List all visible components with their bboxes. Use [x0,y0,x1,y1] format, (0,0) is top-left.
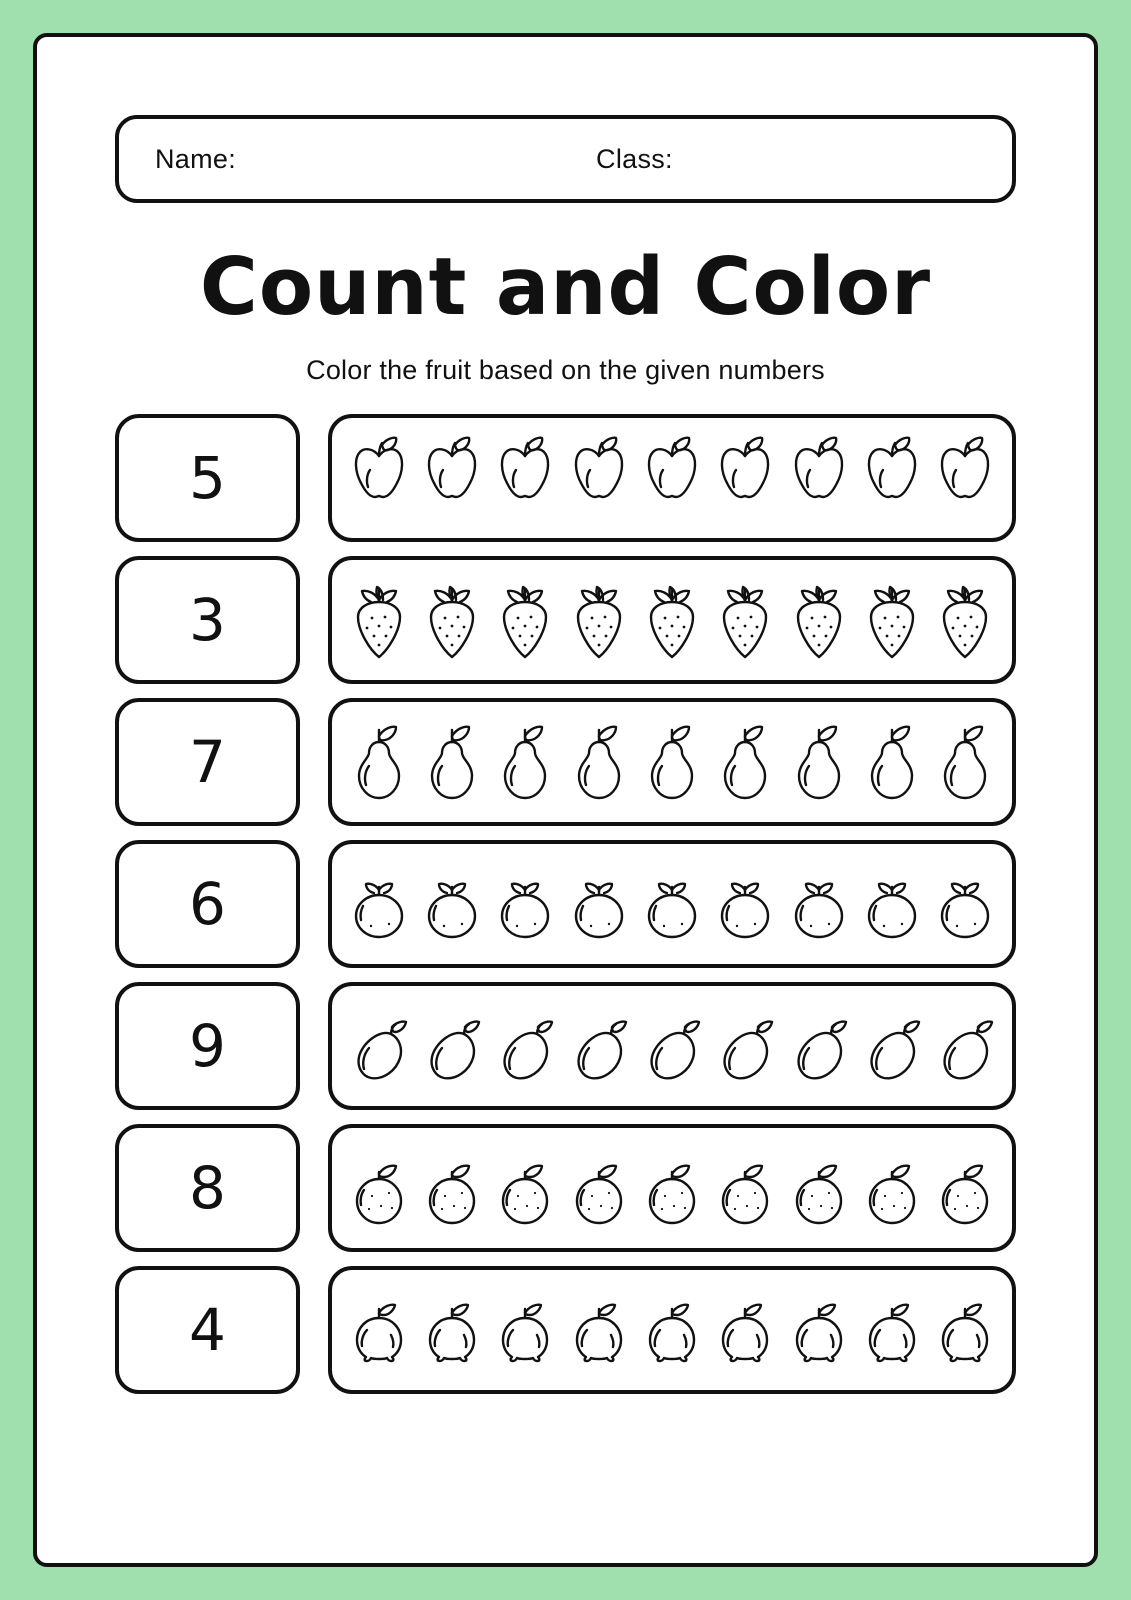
number-value: 7 [189,728,226,796]
fruit-strip[interactable] [328,982,1016,1110]
plum-icon[interactable] [491,854,559,954]
plum-icon[interactable] [931,854,999,954]
worksheet-row [115,1266,1016,1394]
fruit-strip[interactable] [328,556,1016,684]
pear-icon[interactable] [638,712,706,812]
orange-icon[interactable] [345,1138,413,1238]
pear-icon[interactable] [345,712,413,812]
lemon-icon[interactable] [565,1280,633,1380]
number-value: 4 [189,1296,226,1364]
plum-icon[interactable] [858,854,926,954]
apple-icon[interactable] [931,428,999,528]
mango-icon[interactable] [931,996,999,1096]
strawberry-icon[interactable] [418,570,486,670]
strawberry-icon[interactable] [931,570,999,670]
mango-icon[interactable] [565,996,633,1096]
apple-icon[interactable] [638,428,706,528]
strawberry-icon[interactable] [638,570,706,670]
lemon-icon[interactable] [711,1280,779,1380]
strawberry-icon[interactable] [785,570,853,670]
mango-icon[interactable] [638,996,706,1096]
number-box [115,556,300,684]
fruit-strip[interactable] [328,840,1016,968]
plum-icon[interactable] [565,854,633,954]
strawberry-icon[interactable] [711,570,779,670]
number-box [115,414,300,542]
plum-icon[interactable] [711,854,779,954]
strawberry-icon[interactable] [565,570,633,670]
number-box [115,1266,300,1394]
worksheet-row [115,556,1016,684]
apple-icon[interactable] [711,428,779,528]
pear-icon[interactable] [711,712,779,812]
lemon-icon[interactable] [418,1280,486,1380]
mango-icon[interactable] [345,996,413,1096]
fruit-strip[interactable] [328,1266,1016,1394]
plum-icon[interactable] [345,854,413,954]
worksheet-row [115,1124,1016,1252]
apple-icon[interactable] [785,428,853,528]
number-value: 3 [189,586,226,654]
mango-icon[interactable] [418,996,486,1096]
mango-icon[interactable] [785,996,853,1096]
apple-icon[interactable] [345,428,413,528]
strawberry-icon[interactable] [491,570,559,670]
page-title: Count and Color [199,241,932,333]
number-box [115,1124,300,1252]
strawberry-icon[interactable] [858,570,926,670]
lemon-icon[interactable] [858,1280,926,1380]
orange-icon[interactable] [858,1138,926,1238]
number-value: 6 [189,870,226,938]
pear-icon[interactable] [565,712,633,812]
lemon-icon[interactable] [785,1280,853,1380]
orange-icon[interactable] [931,1138,999,1238]
plum-icon[interactable] [418,854,486,954]
name-class-box [115,115,1016,203]
mango-icon[interactable] [858,996,926,1096]
orange-icon[interactable] [638,1138,706,1238]
number-box [115,982,300,1110]
apple-icon[interactable] [858,428,926,528]
orange-icon[interactable] [565,1138,633,1238]
apple-icon[interactable] [491,428,559,528]
worksheet-rows [115,414,1016,1394]
number-box [115,698,300,826]
pear-icon[interactable] [418,712,486,812]
number-box [115,840,300,968]
apple-icon[interactable] [418,428,486,528]
pear-icon[interactable] [931,712,999,812]
lemon-icon[interactable] [638,1280,706,1380]
number-value: 5 [189,444,226,512]
lemon-icon[interactable] [931,1280,999,1380]
fruit-strip[interactable] [328,1124,1016,1252]
name-label: Name: [155,143,237,174]
plum-icon[interactable] [638,854,706,954]
strawberry-icon[interactable] [345,570,413,670]
pear-icon[interactable] [491,712,559,812]
worksheet-row [115,414,1016,542]
orange-icon[interactable] [785,1138,853,1238]
lemon-icon[interactable] [345,1280,413,1380]
worksheet-row [115,982,1016,1110]
worksheet-page [33,33,1098,1567]
pear-icon[interactable] [785,712,853,812]
orange-icon[interactable] [491,1138,559,1238]
page-subtitle: Color the fruit based on the given numbers [306,355,825,385]
mango-icon[interactable] [491,996,559,1096]
fruit-strip[interactable] [328,698,1016,826]
class-label: Class: [596,143,673,174]
pear-icon[interactable] [858,712,926,812]
lemon-icon[interactable] [491,1280,559,1380]
worksheet-row [115,698,1016,826]
worksheet-row [115,840,1016,968]
plum-icon[interactable] [785,854,853,954]
mango-icon[interactable] [711,996,779,1096]
number-value: 9 [189,1012,226,1080]
number-value: 8 [189,1154,226,1222]
orange-icon[interactable] [418,1138,486,1238]
fruit-strip[interactable] [328,414,1016,542]
apple-icon[interactable] [565,428,633,528]
orange-icon[interactable] [711,1138,779,1238]
